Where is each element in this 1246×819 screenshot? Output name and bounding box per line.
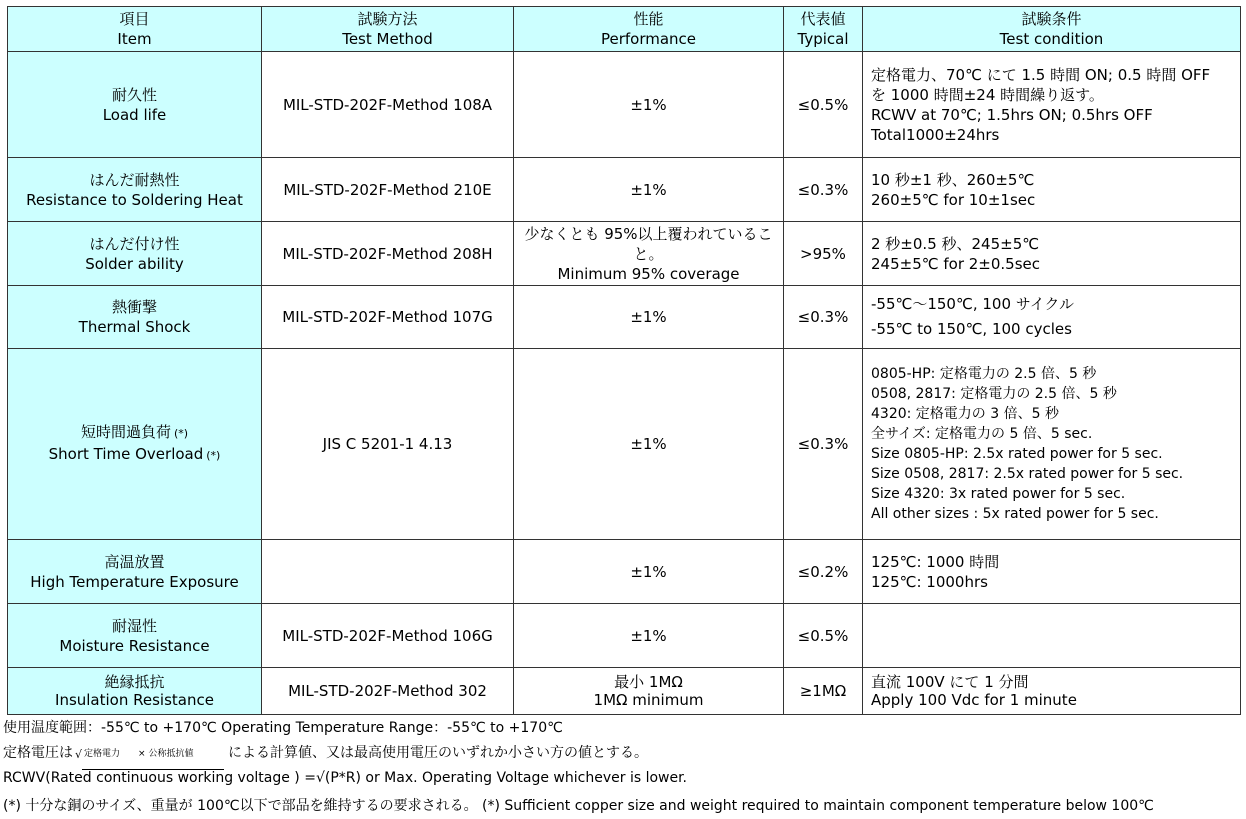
note-asterisk: (*) 十分な銅のサイズ、重量が 100℃以下で部品を維持するの要求される。 (*) Sufficient copper size and weight required to maintain component temperature below 100℃	[3, 798, 1154, 814]
sqrt-formula: √ 定格電力 × 公称抵抗値	[75, 740, 224, 770]
performance-cell: 少なくとも 95%以上覆われていること。 Minimum 95% coverage	[514, 222, 784, 286]
note-rated-voltage: 定格電圧は √ 定格電力 × 公称抵抗値 による計算値、又は最高使用電圧のいずれか小さい方の値とする。	[3, 741, 1154, 766]
performance-cell: ±1%	[514, 540, 784, 604]
table-row	[8, 668, 1241, 715]
item-cell: 高温放置 High Temperature Exposure	[8, 540, 262, 604]
condition-cell: 直流 100V にて 1 分間 Apply 100 Vdc for 1 minute	[863, 668, 1241, 715]
typical-cell: ≤0.3%	[784, 349, 863, 540]
note-rcwv: RCWV(Rated continuous working voltage ) =√(P*R) or Max. Operating Voltage whichever is lower.	[3, 770, 688, 786]
condition-cell: -55℃～150℃, 100 サイクル -55℃ to 150℃, 100 cycles	[863, 286, 1241, 349]
header-test-condition: 試験条件 Test condition	[863, 7, 1241, 52]
performance-cell: ±1%	[514, 158, 784, 222]
performance-cell: ±1%	[514, 52, 784, 158]
item-cell: 短時間過負荷 (*) Short Time Overload (*)	[8, 349, 262, 540]
typical-cell: >95%	[784, 222, 863, 286]
item-cell: 絶縁抵抗 Insulation Resistance	[8, 668, 262, 715]
condition-cell	[863, 604, 1241, 668]
typical-cell: ≥1MΩ	[784, 668, 863, 715]
header-typical: 代表値 Typical	[784, 7, 863, 52]
table-row	[8, 604, 1241, 668]
method-cell: MIL-STD-202F-Method 107G	[262, 286, 514, 349]
method-cell: MIL-STD-202F-Method 208H	[262, 222, 514, 286]
method-cell: MIL-STD-202F-Method 106G	[262, 604, 514, 668]
header-performance: 性能 Performance	[514, 7, 784, 52]
item-cell: 熱衝撃 Thermal Shock	[8, 286, 262, 349]
header-row	[8, 7, 1241, 52]
typical-cell: ≤0.5%	[784, 52, 863, 158]
test-spec-table	[7, 6, 1241, 715]
typical-cell: ≤0.5%	[784, 604, 863, 668]
table-row	[8, 286, 1241, 349]
performance-cell: 最小 1MΩ 1MΩ minimum	[514, 668, 784, 715]
method-cell: MIL-STD-202F-Method 302	[262, 668, 514, 715]
method-cell: MIL-STD-202F-Method 108A	[262, 52, 514, 158]
condition-cell: 10 秒±1 秒、260±5℃ 260±5℃ for 10±1sec	[863, 158, 1241, 222]
performance-cell: ±1%	[514, 286, 784, 349]
typical-cell: ≤0.3%	[784, 286, 863, 349]
note-temperature-range: 使用温度範囲：-55℃ to +170℃ Operating Temperature Range：-55℃ to +170℃	[3, 720, 563, 736]
typical-cell: ≤0.2%	[784, 540, 863, 604]
table-row	[8, 540, 1241, 604]
condition-cell: 定格電力、70℃ にて 1.5 時間 ON; 0.5 時間 OFF を 1000 時間±24 時間繰り返す。 RCWV at 70℃; 1.5hrs ON; 0.5hrs OFF Total1000±24hrs	[863, 52, 1241, 158]
item-cell: はんだ耐熱性 Resistance to Soldering Heat	[8, 158, 262, 222]
table-row	[8, 52, 1241, 158]
method-cell: JIS C 5201-1 4.13	[262, 349, 514, 540]
method-cell	[262, 540, 514, 604]
asterisk-mark: (*)	[173, 427, 189, 440]
item-cell: 耐湿性 Moisture Resistance	[8, 604, 262, 668]
asterisk-mark: (*)	[206, 449, 221, 462]
table-row	[8, 349, 1241, 540]
condition-cell: 125℃: 1000 時間 125℃: 1000hrs	[863, 540, 1241, 604]
item-cell: はんだ付け性 Solder ability	[8, 222, 262, 286]
table-row	[8, 222, 1241, 286]
condition-cell: 2 秒±0.5 秒、245±5℃ 245±5℃ for 2±0.5sec	[863, 222, 1241, 286]
performance-cell: ±1%	[514, 349, 784, 540]
header-item: 項目 Item	[8, 7, 262, 52]
condition-cell: 0805-HP: 定格電力の 2.5 倍、5 秒 0508, 2817: 定格電力の 2.5 倍、5 秒 4320: 定格電力の 3 倍、5 秒 全サイズ: 定格電力の 5 倍、5 sec. Size 0805-HP: 2.5x rated power for 5 sec. Size 0508, 2817: 2.5x rated power for 5 sec. Size 4320: 3x rated power for 5 sec. All other sizes : 5x rated power for 5 sec.	[863, 349, 1241, 540]
footnotes	[3, 716, 1154, 819]
typical-cell: ≤0.3%	[784, 158, 863, 222]
performance-cell: ±1%	[514, 604, 784, 668]
item-cell: 耐久性 Load life	[8, 52, 262, 158]
header-test-method: 試験方法 Test Method	[262, 7, 514, 52]
table-row	[8, 158, 1241, 222]
method-cell: MIL-STD-202F-Method 210E	[262, 158, 514, 222]
